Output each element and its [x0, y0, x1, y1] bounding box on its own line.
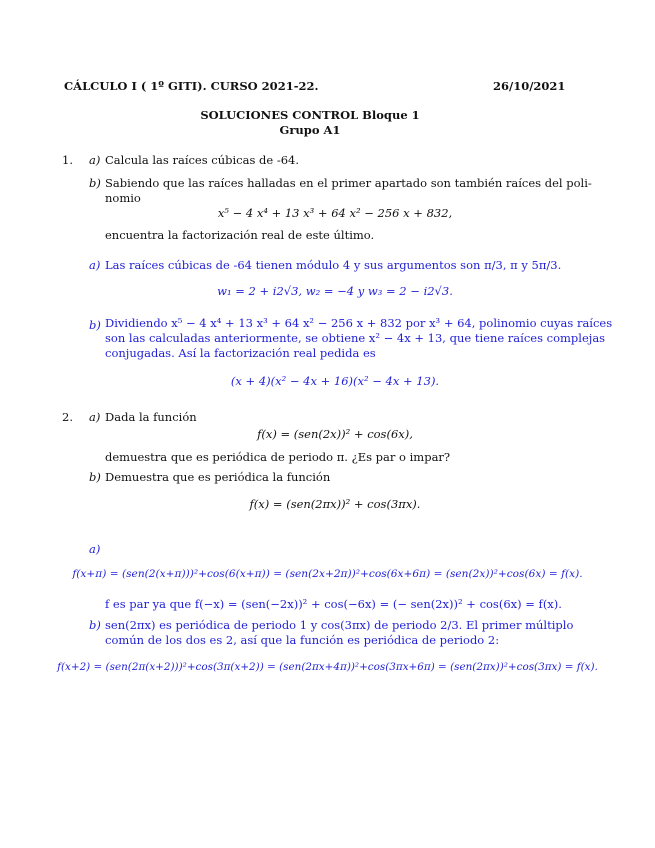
statement-text: Calcula las raíces cúbicas de -64.: [105, 153, 300, 167]
course-header: CÁLCULO I ( 1º GITI). CURSO 2021-22.: [64, 79, 319, 93]
problem-number: 2.: [62, 410, 73, 424]
statement-text: nomio: [105, 191, 141, 205]
solution-label: a): [89, 542, 101, 556]
solution-text: son las calculadas anteriormente, se obtiene x² − 4x + 13, que tiene raíces complejas: [105, 331, 606, 345]
solution-text: Dividiendo x⁵ − 4 x⁴ + 13 x³ + 64 x² − 256 x + 832 por x³ + 64, polinomio cuyas raíces: [105, 316, 613, 330]
solution-label: b): [89, 318, 101, 332]
statement-text: encuentra la factorización real de este último.: [105, 228, 375, 242]
document-subtitle: Grupo A1: [279, 123, 341, 137]
statement-text: demuestra que es periódica de periodo π. ¿Es par o impar?: [105, 450, 451, 464]
function-formula: f(x) = (sen(2x))² + cos(6x),: [257, 427, 413, 441]
problem-number: 1.: [62, 153, 73, 167]
periodicity-formula: f(x+π) = (sen(2(x+π)))²+cos(6(x+π)) = (sen(2x+2π))²+cos(6x+6π) = (sen(2x))²+cos(6x) = f(x).: [72, 568, 583, 580]
item-label: b): [89, 470, 101, 484]
document-title: SOLUCIONES CONTROL Bloque 1: [200, 108, 420, 122]
factorization-formula: (x + 4)(x² − 4x + 16)(x² − 4x + 13).: [230, 374, 440, 388]
solution-label: a): [89, 258, 101, 272]
solution-text: sen(2πx) es periódica de periodo 1 y cos(3πx) de periodo 2/3. El primer múltiplo: [105, 618, 574, 632]
item-label: b): [89, 176, 101, 190]
roots-formula: w₁ = 2 + i2√3, w₂ = −4 y w₃ = 2 − i2√3.: [217, 284, 453, 298]
item-label: a): [89, 153, 101, 167]
polynomial-formula: x⁵ − 4 x⁴ + 13 x³ + 64 x² − 256 x + 832,: [217, 206, 453, 220]
solution-text: común de los dos es 2, así que la función es periódica de periodo 2:: [105, 633, 500, 647]
statement-text: Dada la función: [105, 410, 197, 424]
periodicity-formula: f(x+2) = (sen(2π(x+2)))²+cos(3π(x+2)) = (sen(2πx+4π))²+cos(3πx+6π) = (sen(2πx))²+cos(3πx) = f(x).: [57, 661, 598, 673]
solution-text: conjugadas. Así la factorización real pedida es: [105, 346, 376, 360]
statement-text: Sabiendo que las raíces halladas en el primer apartado son también raíces del poli-: [105, 176, 592, 190]
statement-text: Demuestra que es periódica la función: [105, 470, 331, 484]
parity-statement: f es par ya que f(−x) = (sen(−2x))² + cos(−6x) = (− sen(2x))² + cos(6x) = f(x).: [105, 597, 562, 611]
item-label: a): [89, 410, 101, 424]
solution-text: Las raíces cúbicas de -64 tienen módulo 4 y sus argumentos son π/3, π y 5π/3.: [105, 258, 562, 272]
function-formula: f(x) = (sen(2πx))² + cos(3πx).: [249, 497, 421, 511]
exam-date: 26/10/2021: [493, 79, 566, 93]
solution-label: b): [89, 618, 101, 632]
